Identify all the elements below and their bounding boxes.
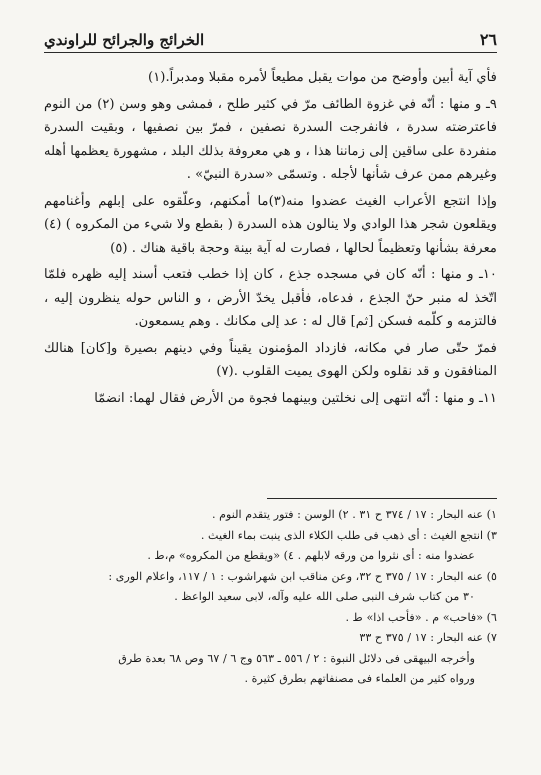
footnotes (44, 498, 497, 690)
footnote-line: ٦) «فاحب» م . «فأحب اذا» ط . (345, 610, 497, 624)
paragraph: ١١ـ و منها : أنّه انتهى إلى نخلتين وبينهما فجوة من الأرض فقال لهما: انضمّا (94, 390, 497, 406)
paragraph: فأي آية أبين وأوضح من موات يقبل مطيعاً لأمره مقبلا ومدبراً.(١) (148, 70, 497, 85)
footnote-line: وأخرجه البيهقى فى دلائل النبوة : ٢ / ٥٥٦ ـ ٥٦٣ وج ٦ / ٦٧ وص ٦٨ بعدة طرق (118, 651, 475, 665)
paragraph: وإذا انتجع الأعراب الغيث عضدوا منه(٣)ما أمكنهم، وعلّقوه على إبلهم وأغنامهم ويقلعون شجر هذا الوادي ولا ينالون هذه السدرة ( بقطع ولا شيء من المكروه ) (٤) معرفة بشأنها وتعظيماً لحالها ، فصارت له آية بينة وحجة باقية هناك . (٥) (44, 193, 497, 256)
page-header (44, 24, 497, 53)
footnote-line: ٣٠ من كتاب شرف النبى صلى الله عليه وآله، لابى سعيد الواعظ . (174, 590, 475, 603)
footnote-line: عضدوا منه : أى نثروا من ورقه لابلهم . ٤) «ويقطع من المكروه» م،ط . (147, 549, 475, 562)
footnote-line: ٧) عنه البحار : ١٧ / ٣٧٥ ح ٣٣ (359, 631, 497, 644)
paragraph: ١٠ـ و منها : أنّه كان في مسجده جذع ، كان إذا خطب فتعب أسند إليه ظهره فلمّا اتّخذ له منبر حنّ الجذع ، فدعاه، فأقبل يخدّ الأرض ، و الناس حوله ينظرون إليه ، فالتزمه و كلّمه فسكن [ثم] قال له : عد إلى مكانك . وهم يسمعون. (44, 267, 497, 329)
footnote-line: ورواه كثير من العلماء فى مصنفاتهم بطرق كثيرة . (244, 672, 475, 685)
paragraph: ٩ـ و منها : أنّه في غزوة الطائف مرّ في كثير طلح ، فمشى وهو وسن (٢) من النوم فاعترضته سدرة ، فانفرجت السدرة نصفين ، فمرّ بين نصفيها ، وبقيت السدرة منفردة على ساقين إلى زماننا هذا ، و هي معروفة بذلك البلد ، مشهورة يعظمها أهله وغيرهم ممن عرف شأنها لأجله . وتسمّى «سدرة النبيّ» . (44, 96, 497, 182)
footnote-line: ٣) انتجع الغيث : أى ذهب فى طلب الكلاء الذى ينبت بماء الغيث . (200, 528, 497, 542)
main-text (44, 66, 497, 413)
paragraph: فمرّ حتّى صار في مكانه، فازداد المؤمنون يقيناً وفي دينهم بصيرة و[كان] هنالك المنافقون و قد نقلوه ولكن الهوى يميت القلوب .(٧) (44, 340, 497, 379)
running-title: الخرائج والجرائح للراوندي (44, 31, 205, 49)
footnote-line: ١) عنه البحار : ١٧ / ٣٧٤ ح ٣١ . ٢) الوسن : فتور يتقدم النوم . (211, 508, 497, 521)
footnote-line: ٥) عنه البحار : ١٧ / ٣٧٥ ح ٣٢، وعن مناقب ابن شهراشوب : ١ / ١١٧، واعلام الورى : (108, 569, 497, 583)
footnote-divider (267, 498, 497, 499)
page-number: ٢٦ (479, 30, 497, 49)
